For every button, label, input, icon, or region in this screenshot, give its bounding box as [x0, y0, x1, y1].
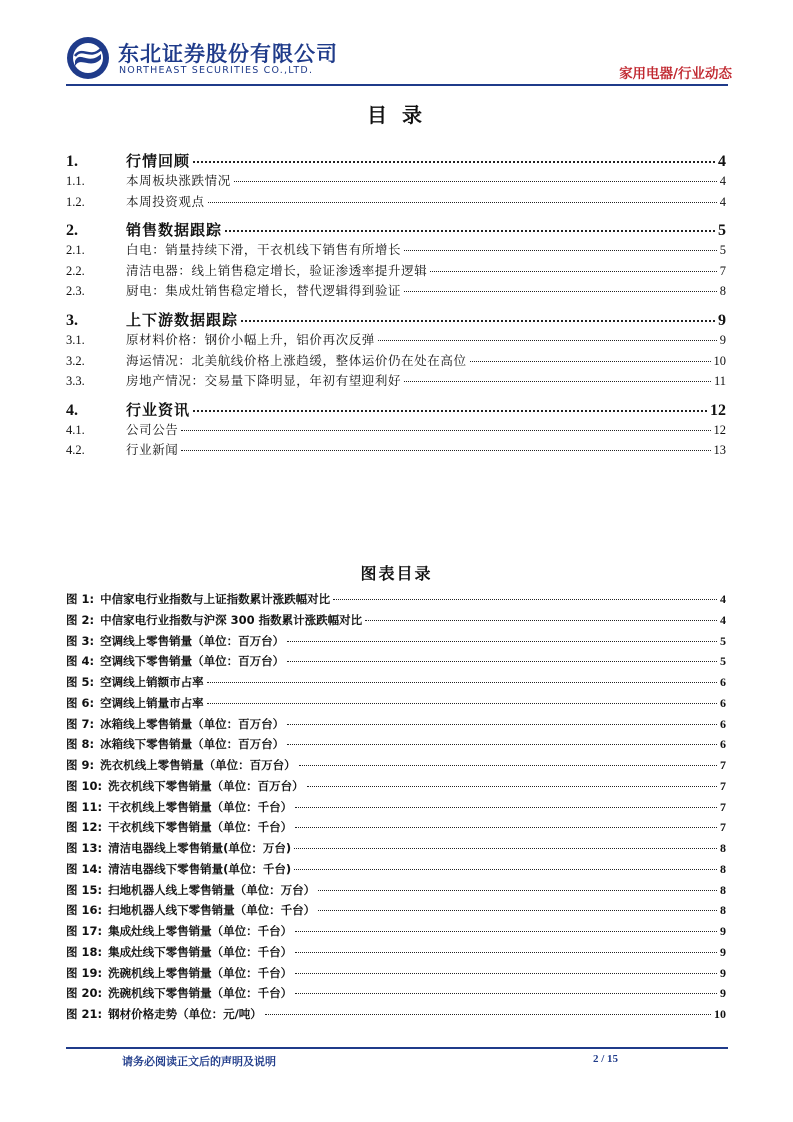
figure-title: 冰箱线上零售销量（单位：百万台）: [100, 716, 285, 731]
dot-leader: [287, 641, 717, 642]
dot-leader: [295, 952, 717, 953]
figure-list-item[interactable]: [66, 861, 726, 882]
figure-list-item[interactable]: [66, 944, 726, 965]
figure-title: 扫地机器人线上零售销量（单位：万台）: [108, 882, 316, 897]
figure-page: 8: [720, 903, 726, 918]
figure-title: 扫地机器人线下零售销量（单位：千台）: [108, 903, 316, 918]
toc-subsection-link[interactable]: [66, 420, 726, 441]
figure-page: 9: [720, 944, 726, 959]
toc-page: 5: [718, 222, 726, 240]
dot-leader: [207, 682, 717, 683]
toc-section-link[interactable]: [66, 309, 726, 330]
dot-leader: [294, 869, 717, 870]
figure-title: 中信家电行业指数与上证指数累计涨跌幅对比: [100, 592, 331, 606]
figure-label: 图 8:: [66, 737, 95, 752]
toc-page: 13: [713, 443, 726, 458]
figure-page: 4: [720, 612, 726, 627]
figure-list-item[interactable]: [66, 695, 726, 716]
toc-page: 4: [718, 153, 726, 170]
dot-leader: [287, 661, 717, 662]
figure-title: 清洁电器线下零售销量(单位：千台): [108, 861, 292, 876]
figure-list-item[interactable]: [66, 653, 726, 674]
dot-leader: [207, 703, 717, 704]
figure-title: 钢材价格走势（单位：元/吨）: [108, 1007, 262, 1021]
figure-page: 6: [720, 716, 726, 731]
header-divider: [66, 84, 728, 86]
toc-text: 行业资讯: [126, 400, 191, 419]
dot-leader: [318, 910, 717, 911]
figure-title: 空调线上销额市占率: [100, 675, 204, 689]
figure-page: 6: [720, 695, 726, 710]
figure-page: 6: [720, 675, 726, 689]
figure-list-item[interactable]: [66, 612, 726, 633]
toc-subsection-link[interactable]: [66, 281, 726, 302]
toc-text: 本周板块涨跌情况: [126, 173, 231, 188]
figure-label: 图 3:: [66, 633, 95, 648]
figure-label: 图 5:: [66, 675, 95, 689]
toc-number: 4.: [66, 401, 78, 419]
toc-page: 4: [719, 194, 726, 209]
figure-list-item[interactable]: [66, 757, 726, 778]
figure-label: 图 16:: [66, 903, 103, 918]
figure-title: 清洁电器线上零售销量(单位：万台): [108, 841, 292, 855]
company-name-cn: 东北证券股份有限公司: [118, 42, 338, 66]
dot-leader: [294, 848, 717, 849]
figure-title: 冰箱线下零售销量（单位：百万台）: [100, 737, 285, 752]
figure-list-item[interactable]: [66, 819, 726, 840]
footer-notice[interactable]: 请务必阅读正文后的声明及说明: [122, 1055, 276, 1068]
figure-page: 5: [720, 633, 726, 648]
dot-leader: [404, 291, 717, 292]
page-number: 2 / 15: [593, 1053, 619, 1065]
toc-subsection-link[interactable]: [66, 440, 726, 461]
toc-text: 海运情况：北美航线价格上涨趋缓，整体运价仍在处在高位: [126, 352, 467, 368]
figure-page: 8: [720, 841, 726, 855]
toc-text: 上下游数据跟踪: [126, 310, 239, 329]
toc-section-link[interactable]: [66, 150, 726, 171]
dot-leader: [365, 620, 717, 621]
toc-number: 2.: [66, 222, 78, 240]
figure-title: 空调线上零售销量（单位：百万台）: [100, 633, 285, 648]
figure-title: 干衣机线下零售销量（单位：千台）: [108, 820, 293, 835]
dot-leader: [265, 1014, 711, 1015]
figure-list-item[interactable]: [66, 882, 726, 903]
figure-title: 中信家电行业指数与沪深 300 指数累计涨跌幅对比: [100, 612, 363, 627]
toc-page: 12: [710, 401, 726, 419]
figure-label: 图 10:: [66, 778, 103, 793]
figure-page: 8: [720, 882, 726, 897]
figure-title: 空调线上销量市占率: [100, 695, 204, 710]
toc-page: 12: [713, 422, 726, 437]
toc-section-link[interactable]: [66, 219, 726, 240]
figure-page: 7: [720, 778, 726, 793]
figure-label: 图 15:: [66, 882, 103, 897]
toc-page: 10: [713, 353, 726, 368]
figure-title: 洗碗机线上零售销量（单位：千台）: [108, 965, 293, 980]
report-category: 家用电器/行业动态: [619, 66, 732, 82]
toc-text: 行情回顾: [126, 152, 191, 170]
figure-page: 7: [720, 820, 726, 835]
dot-leader: [404, 250, 717, 251]
toc-text: 本周投资观点: [126, 193, 205, 209]
toc-subsection-link[interactable]: [66, 261, 726, 282]
figure-page: 9: [720, 986, 726, 1001]
toc-subsection-link[interactable]: [66, 330, 726, 351]
figure-title: 干衣机线上零售销量（单位：千台）: [108, 799, 293, 814]
page-header: [66, 36, 734, 84]
dot-leader: [287, 744, 717, 745]
figure-list-item[interactable]: [66, 923, 726, 944]
toc-subsection-link[interactable]: [66, 240, 726, 261]
toc-number: 1.2.: [66, 194, 85, 209]
toc-number: 4.2.: [66, 443, 85, 458]
toc-text: 白电：销量持续下滑，干衣机线下销售有所增长: [126, 242, 402, 258]
toc-section-link[interactable]: [66, 399, 726, 420]
toc-page: 5: [719, 243, 726, 258]
figure-page: 10: [714, 1007, 726, 1021]
dot-leader: [234, 181, 717, 182]
figure-list-item[interactable]: [66, 840, 726, 861]
figure-label: 图 11:: [66, 799, 103, 814]
footer-divider: [66, 1047, 728, 1049]
dot-leader: [295, 931, 717, 932]
figure-title: 洗衣机线上零售销量（单位：百万台）: [100, 758, 296, 772]
dot-leader: [299, 765, 717, 766]
toc-number: 1.1.: [66, 174, 85, 188]
figure-list-item[interactable]: [66, 799, 726, 820]
toc-text: 清洁电器：线上销售稳定增长，验证渗透率提升逻辑: [126, 262, 428, 278]
figure-label: 图 21:: [66, 1007, 103, 1021]
toc-title: 目 录: [367, 103, 426, 127]
figure-list-item[interactable]: [66, 902, 726, 923]
figure-page: 5: [720, 654, 726, 669]
toc-number: 4.1.: [66, 422, 85, 437]
toc-subsection-link[interactable]: [66, 371, 726, 392]
toc-number: 3.3.: [66, 374, 85, 389]
figure-label: 图 1:: [66, 592, 95, 606]
toc-page: 9: [718, 311, 726, 329]
toc-text: 销售数据跟踪: [126, 221, 223, 240]
figure-title: 集成灶线下零售销量（单位：千台）: [108, 944, 293, 959]
figure-list-item[interactable]: [66, 633, 726, 654]
dot-leader: [295, 827, 717, 828]
figure-title: 洗衣机线下零售销量（单位：百万台）: [108, 778, 304, 793]
figure-list: [66, 591, 726, 1027]
dot-leader: [318, 890, 717, 891]
dot-leader: [193, 161, 715, 163]
figure-label: 图 12:: [66, 820, 103, 835]
figure-list-item[interactable]: [66, 736, 726, 757]
toc-text: 原材料价格：钢价小幅上升，铝价再次反弹: [126, 331, 375, 347]
dot-leader: [181, 450, 710, 451]
dot-leader: [295, 973, 717, 974]
toc-number: 3.: [66, 311, 78, 329]
company-name-en: NORTHEAST SECURITIES CO.,LTD.: [119, 65, 314, 76]
figure-list-item[interactable]: [66, 674, 726, 695]
dot-leader: [295, 993, 717, 994]
toc-page: 4: [719, 174, 726, 188]
dot-leader: [307, 786, 717, 787]
dot-leader: [208, 202, 717, 203]
figure-label: 图 4:: [66, 654, 95, 669]
figure-label: 图 13:: [66, 841, 103, 855]
dot-leader: [378, 340, 717, 341]
figure-label: 图 6:: [66, 695, 95, 710]
toc-number: 3.2.: [66, 353, 85, 368]
toc-page: 7: [719, 263, 726, 278]
northeast-securities-logo-icon: [66, 36, 110, 80]
figure-label: 图 14:: [66, 861, 103, 876]
dot-leader: [470, 361, 711, 362]
figure-label: 图 19:: [66, 965, 103, 980]
figure-list-title: 图表目录: [360, 564, 433, 583]
toc-text: 厨电：集成灶销售稳定增长，替代逻辑得到验证: [126, 283, 402, 299]
figure-page: 9: [720, 924, 726, 938]
figure-list-item[interactable]: [66, 716, 726, 737]
figure-title: 空调线下零售销量（单位：百万台）: [100, 654, 285, 669]
toc-text: 房地产情况：交易量下降明显，年初有望迎利好: [126, 373, 402, 389]
toc-page: 11: [713, 374, 726, 389]
toc-page: 8: [719, 284, 726, 299]
figure-label: 图 20:: [66, 986, 103, 1001]
figure-label: 图 7:: [66, 716, 95, 731]
figure-list-item[interactable]: [66, 778, 726, 799]
toc-subsection-link[interactable]: [66, 351, 726, 372]
toc-text: 行业新闻: [126, 442, 179, 458]
figure-title: 集成灶线上零售销量（单位：千台）: [108, 924, 293, 938]
figure-page: 6: [720, 737, 726, 752]
dot-leader: [225, 230, 715, 232]
figure-list-item[interactable]: [66, 965, 726, 986]
figure-page: 4: [720, 592, 726, 606]
toc-number: 2.2.: [66, 263, 85, 278]
figure-label: 图 2:: [66, 612, 95, 627]
toc-text: 公司公告: [126, 421, 179, 437]
toc-subsection-link[interactable]: [66, 171, 726, 192]
figure-list-item[interactable]: [66, 1006, 726, 1027]
toc-number: 2.3.: [66, 284, 85, 299]
figure-page: 7: [720, 799, 726, 814]
dot-leader: [404, 381, 711, 382]
dot-leader: [241, 320, 715, 322]
dot-leader: [430, 271, 716, 272]
figure-page: 8: [720, 861, 726, 876]
figure-page: 7: [720, 758, 726, 772]
dot-leader: [295, 807, 717, 808]
table-of-contents: [66, 143, 726, 461]
toc-page: 9: [719, 332, 726, 347]
toc-number: 1.: [66, 153, 78, 170]
figure-page: 9: [720, 965, 726, 980]
toc-number: 3.1.: [66, 332, 85, 347]
dot-leader: [181, 430, 710, 431]
figure-label: 图 18:: [66, 944, 103, 959]
dot-leader: [333, 599, 717, 600]
dot-leader: [287, 724, 717, 725]
figure-title: 洗碗机线下零售销量（单位：千台）: [108, 986, 293, 1001]
figure-list-item[interactable]: [66, 985, 726, 1006]
toc-subsection-link[interactable]: [66, 192, 726, 213]
figure-label: 图 9:: [66, 758, 95, 772]
figure-label: 图 17:: [66, 924, 103, 938]
toc-number: 2.1.: [66, 243, 85, 258]
dot-leader: [193, 410, 707, 412]
figure-list-item[interactable]: [66, 591, 726, 612]
